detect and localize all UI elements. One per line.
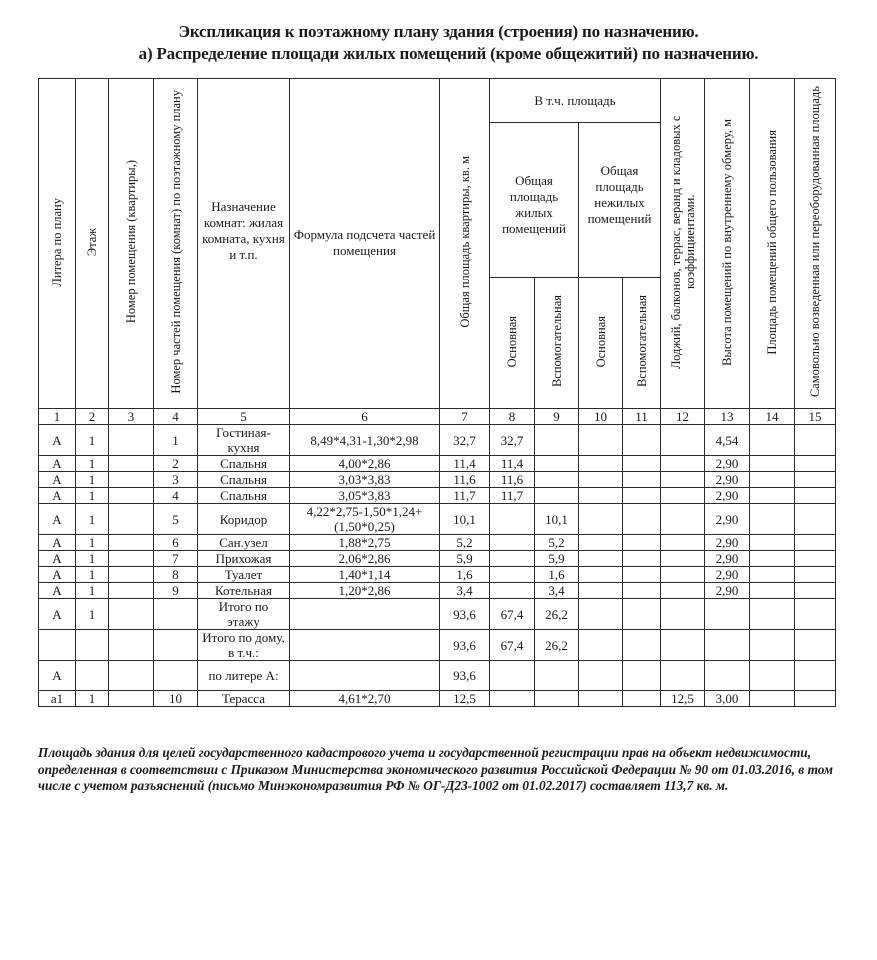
table-cell <box>579 488 623 504</box>
table-cell <box>795 691 836 707</box>
table-cell <box>109 661 154 691</box>
table-cell <box>154 630 198 661</box>
table-cell <box>579 472 623 488</box>
table-cell: 3,00 <box>705 691 750 707</box>
table-cell <box>490 583 535 599</box>
table-cell: 1 <box>76 567 109 583</box>
column-number: 5 <box>198 409 290 425</box>
column-number: 6 <box>290 409 440 425</box>
table-cell <box>623 504 661 535</box>
table-cell: 4,54 <box>705 425 750 456</box>
table-cell <box>579 599 623 630</box>
table-cell <box>623 691 661 707</box>
table-cell: 5 <box>154 504 198 535</box>
area-footnote: Площадь здания для целей государственного кадастрового учета и государственной регистрации прав на объект недвижимости, определенная в соответствии с Приказом Министерства экономического развития Российской Федерации № 90 от 01.03.2016, в том числе с учетом разъяснений (письмо Минэкономразвития РФ № ОГ-Д23-1002 от 01.02.2017) составляет 113,7 кв. м. <box>38 745 833 793</box>
table-cell: 3,05*3,83 <box>290 488 440 504</box>
table-cell <box>795 504 836 535</box>
table-cell: 5,9 <box>535 551 579 567</box>
table-cell <box>661 472 705 488</box>
table-cell: Итого по этажу <box>198 599 290 630</box>
column-number: 10 <box>579 409 623 425</box>
table-cell: 1 <box>76 456 109 472</box>
table-cell: 1,6 <box>535 567 579 583</box>
table-cell: 11,7 <box>440 488 490 504</box>
header-total-area: Общая площадь квартиры, кв. м <box>440 79 490 409</box>
table-cell <box>109 551 154 567</box>
document-title: Экспликация к поэтажному плану здания (строения) по назначению. <box>178 22 699 41</box>
table-cell <box>623 425 661 456</box>
column-number: 13 <box>705 409 750 425</box>
table-cell: 3,4 <box>440 583 490 599</box>
table-row <box>39 504 836 535</box>
table-cell <box>76 661 109 691</box>
table-cell: Гостиная-кухня <box>198 425 290 456</box>
table-cell <box>661 504 705 535</box>
table-cell <box>109 535 154 551</box>
explication-table <box>38 78 836 707</box>
table-row <box>39 488 836 504</box>
table-row <box>39 551 836 567</box>
header-floor: Этаж <box>76 79 109 409</box>
table-cell <box>661 551 705 567</box>
table-cell: по литере А: <box>198 661 290 691</box>
table-cell <box>795 583 836 599</box>
table-cell: 2,90 <box>705 567 750 583</box>
table-cell: 1 <box>76 504 109 535</box>
table-cell: Прихожая <box>198 551 290 567</box>
table-cell: Туалет <box>198 567 290 583</box>
table-cell <box>579 425 623 456</box>
table-cell: 2,90 <box>705 488 750 504</box>
column-number: 11 <box>623 409 661 425</box>
table-cell: 11,6 <box>440 472 490 488</box>
table-cell: 8 <box>154 567 198 583</box>
table-cell <box>490 567 535 583</box>
table-cell: 2,90 <box>705 535 750 551</box>
table-cell <box>750 551 795 567</box>
table-cell <box>490 551 535 567</box>
table-cell <box>109 472 154 488</box>
header-nonliving-area: Общая площадь нежилых помещений <box>579 123 661 278</box>
table-cell: А <box>39 535 76 551</box>
table-cell: 1 <box>154 425 198 456</box>
table-cell: Терасса <box>198 691 290 707</box>
table-cell <box>623 630 661 661</box>
column-number: 2 <box>76 409 109 425</box>
table-cell <box>490 535 535 551</box>
table-cell: 11,4 <box>490 456 535 472</box>
table-cell: А <box>39 425 76 456</box>
table-cell: 4 <box>154 488 198 504</box>
column-number: 15 <box>795 409 836 425</box>
table-cell <box>623 535 661 551</box>
table-cell <box>623 567 661 583</box>
header-living-aux: Вспомогательная <box>535 278 579 409</box>
table-cell <box>705 599 750 630</box>
table-cell <box>661 488 705 504</box>
table-cell: А <box>39 661 76 691</box>
table-cell: 1 <box>76 425 109 456</box>
table-cell <box>661 630 705 661</box>
table-cell: А <box>39 599 76 630</box>
table-cell <box>490 661 535 691</box>
table-cell <box>39 630 76 661</box>
header-loggias: Лоджий, балконов, террас, веранд и кладовых с коэффициентами. <box>661 79 705 409</box>
table-cell <box>661 567 705 583</box>
table-cell <box>623 551 661 567</box>
table-row <box>39 472 836 488</box>
table-cell <box>750 691 795 707</box>
table-cell: Котельная <box>198 583 290 599</box>
table-cell <box>795 551 836 567</box>
table-row <box>39 567 836 583</box>
table-cell <box>661 535 705 551</box>
table-cell: 7 <box>154 551 198 567</box>
table-cell: А <box>39 472 76 488</box>
table-cell <box>795 425 836 456</box>
table-cell: Итого по дому, в т.ч.: <box>198 630 290 661</box>
table-cell <box>661 661 705 691</box>
table-row <box>39 630 836 661</box>
table-cell: 1 <box>76 551 109 567</box>
table-cell: 1 <box>76 583 109 599</box>
table-cell: 26,2 <box>535 630 579 661</box>
table-cell <box>623 488 661 504</box>
table-cell <box>290 630 440 661</box>
table-cell <box>490 504 535 535</box>
table-cell <box>750 425 795 456</box>
table-cell: а1 <box>39 691 76 707</box>
header-apartment-number: Номер помещения (квартиры,) <box>109 79 154 409</box>
column-number: 1 <box>39 409 76 425</box>
table-cell <box>795 535 836 551</box>
table-cell <box>750 661 795 691</box>
table-cell <box>579 661 623 691</box>
column-number: 9 <box>535 409 579 425</box>
table-cell <box>535 691 579 707</box>
column-number: 8 <box>490 409 535 425</box>
table-cell <box>109 504 154 535</box>
table-cell <box>579 583 623 599</box>
table-cell <box>154 661 198 691</box>
table-cell <box>623 599 661 630</box>
header-height: Высота помещений по внутреннему обмеру, м <box>705 79 750 409</box>
header-living-area: Общая площадь жилых помещений <box>490 123 579 278</box>
table-cell <box>109 567 154 583</box>
table-cell <box>705 630 750 661</box>
table-cell: Коридор <box>198 504 290 535</box>
table-cell: 4,61*2,70 <box>290 691 440 707</box>
table-cell: 4,00*2,86 <box>290 456 440 472</box>
header-living-main: Основная <box>490 278 535 409</box>
table-cell <box>661 599 705 630</box>
table-cell: 3,4 <box>535 583 579 599</box>
header-litera: Литера по плану <box>39 79 76 409</box>
table-cell: 67,4 <box>490 599 535 630</box>
table-cell: 26,2 <box>535 599 579 630</box>
table-cell <box>579 691 623 707</box>
table-cell <box>109 691 154 707</box>
table-cell <box>795 599 836 630</box>
table-cell: 3 <box>154 472 198 488</box>
table-cell <box>579 456 623 472</box>
column-number: 7 <box>440 409 490 425</box>
table-cell <box>109 456 154 472</box>
table-cell: 93,6 <box>440 630 490 661</box>
table-cell <box>535 425 579 456</box>
table-cell: 67,4 <box>490 630 535 661</box>
table-cell: 12,5 <box>440 691 490 707</box>
document-subtitle: а) Распределение площади жилых помещений (кроме общежитий) по назначению. <box>138 44 759 63</box>
table-cell: А <box>39 583 76 599</box>
table-cell <box>76 630 109 661</box>
table-cell <box>109 583 154 599</box>
table-cell: 8,49*4,31-1,30*2,98 <box>290 425 440 456</box>
table-cell: 1 <box>76 691 109 707</box>
table-cell: 1 <box>76 488 109 504</box>
table-cell: 11,4 <box>440 456 490 472</box>
column-number-row <box>39 409 836 425</box>
header-room-purpose: Назначение комнат: жилая комната, кухня и т.п. <box>198 79 290 409</box>
table-cell: 2,90 <box>705 583 750 599</box>
table-cell: 32,7 <box>490 425 535 456</box>
table-cell <box>750 630 795 661</box>
table-cell <box>290 599 440 630</box>
table-cell <box>705 661 750 691</box>
header-nonliving-aux: Вспомогательная <box>623 278 661 409</box>
table-cell <box>623 456 661 472</box>
table-row <box>39 535 836 551</box>
table-cell: 32,7 <box>440 425 490 456</box>
table-cell: 1,88*2,75 <box>290 535 440 551</box>
table-cell <box>109 425 154 456</box>
table-cell: 1 <box>76 472 109 488</box>
column-number: 4 <box>154 409 198 425</box>
header-unauthorized-area: Самовольно возведенная или переоборудованная площадь <box>795 79 836 409</box>
table-cell: 5,2 <box>440 535 490 551</box>
column-number: 12 <box>661 409 705 425</box>
table-cell <box>109 488 154 504</box>
table-cell <box>290 661 440 691</box>
table-cell: 10 <box>154 691 198 707</box>
table-cell: А <box>39 567 76 583</box>
table-cell: 1 <box>76 535 109 551</box>
table-cell: 11,6 <box>490 472 535 488</box>
table-row <box>39 691 836 707</box>
table-cell <box>535 661 579 691</box>
table-cell: 2,90 <box>705 472 750 488</box>
table-cell <box>750 488 795 504</box>
table-cell <box>579 567 623 583</box>
table-cell <box>750 456 795 472</box>
table-cell: 93,6 <box>440 599 490 630</box>
table-cell: 93,6 <box>440 661 490 691</box>
table-cell <box>623 472 661 488</box>
table-cell <box>661 583 705 599</box>
table-cell <box>795 472 836 488</box>
table-cell <box>579 504 623 535</box>
table-cell: 1 <box>76 599 109 630</box>
table-cell <box>661 456 705 472</box>
column-number: 3 <box>109 409 154 425</box>
table-cell: 10,1 <box>440 504 490 535</box>
header-nonliving-main: Основная <box>579 278 623 409</box>
table-cell: Спальня <box>198 456 290 472</box>
table-row <box>39 456 836 472</box>
table-cell: 5,9 <box>440 551 490 567</box>
table-cell: 3,03*3,83 <box>290 472 440 488</box>
table-cell <box>579 630 623 661</box>
table-cell <box>795 456 836 472</box>
table-cell: 9 <box>154 583 198 599</box>
table-cell: Сан.узел <box>198 535 290 551</box>
table-cell <box>795 661 836 691</box>
table-cell: 2,90 <box>705 551 750 567</box>
table-cell: 5,2 <box>535 535 579 551</box>
table-cell: А <box>39 551 76 567</box>
table-cell: А <box>39 504 76 535</box>
table-cell: 2,06*2,86 <box>290 551 440 567</box>
table-row <box>39 661 836 691</box>
table-cell <box>535 472 579 488</box>
table-cell <box>623 583 661 599</box>
table-cell <box>154 599 198 630</box>
table-cell: 1,20*2,86 <box>290 583 440 599</box>
table-cell: 1,6 <box>440 567 490 583</box>
table-cell <box>109 599 154 630</box>
table-cell <box>795 488 836 504</box>
table-cell: Спальня <box>198 488 290 504</box>
table-cell: 1,40*1,14 <box>290 567 440 583</box>
table-cell: А <box>39 488 76 504</box>
header-common-area: Площадь помещений общего пользования <box>750 79 795 409</box>
table-cell <box>535 488 579 504</box>
header-room-number: Номер частей помещения (комнат) по поэтажному плану <box>154 79 198 409</box>
header-group-area: В т.ч. площадь <box>490 79 661 123</box>
column-number: 14 <box>750 409 795 425</box>
table-cell <box>750 472 795 488</box>
table-cell <box>535 456 579 472</box>
table-cell: 10,1 <box>535 504 579 535</box>
table-cell <box>579 551 623 567</box>
header-formula: Формула подсчета частей помещения <box>290 79 440 409</box>
table-cell <box>109 630 154 661</box>
table-cell: А <box>39 456 76 472</box>
table-row <box>39 599 836 630</box>
table-cell <box>750 504 795 535</box>
table-cell <box>661 425 705 456</box>
table-cell: 2 <box>154 456 198 472</box>
table-cell: 11,7 <box>490 488 535 504</box>
table-cell <box>750 599 795 630</box>
table-cell: 12,5 <box>661 691 705 707</box>
table-cell: 2,90 <box>705 456 750 472</box>
table-cell <box>795 567 836 583</box>
table-cell <box>750 567 795 583</box>
table-cell: 6 <box>154 535 198 551</box>
table-cell <box>750 535 795 551</box>
table-cell: 4,22*2,75-1,50*1,24+(1,50*0,25) <box>290 504 440 535</box>
table-row <box>39 425 836 456</box>
table-cell <box>623 661 661 691</box>
table-cell <box>490 691 535 707</box>
table-cell: Спальня <box>198 472 290 488</box>
table-cell <box>750 583 795 599</box>
table-cell <box>579 535 623 551</box>
table-cell <box>795 630 836 661</box>
table-row <box>39 583 836 599</box>
table-cell: 2,90 <box>705 504 750 535</box>
